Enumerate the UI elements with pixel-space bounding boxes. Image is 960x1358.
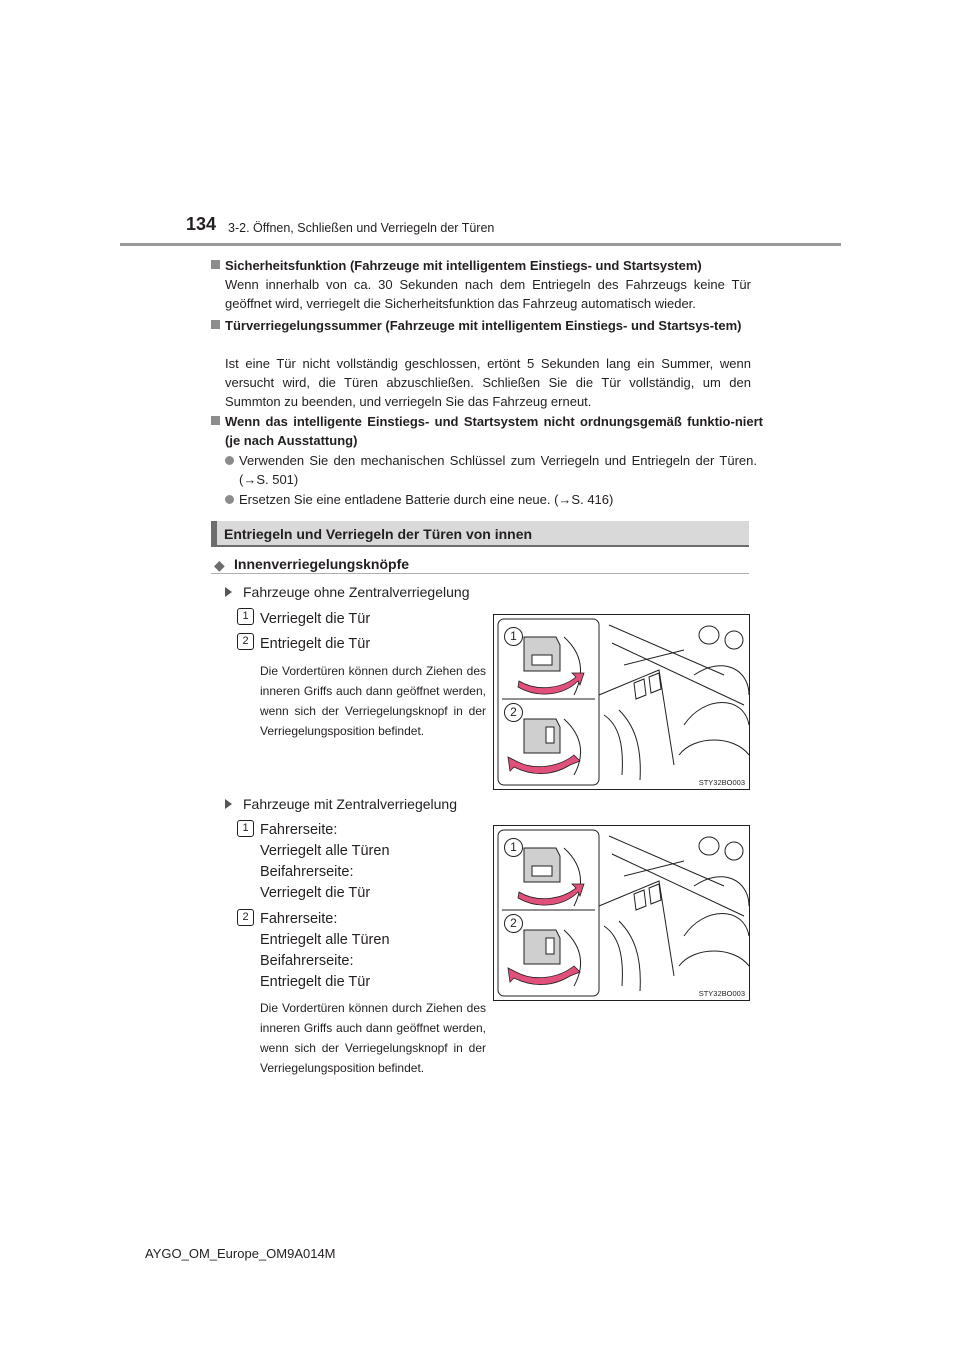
case-heading-text: Fahrzeuge ohne Zentralverriegelung <box>243 584 470 600</box>
section-bar-accent <box>211 521 217 546</box>
step-text: Fahrerseite: <box>260 911 338 927</box>
step-number-badge: 2 <box>237 633 254 650</box>
chapter-title: 3-2. Öffnen, Schließen und Verriegeln der Türen <box>228 221 495 235</box>
square-bullet-icon <box>211 320 220 329</box>
step-text: Entriegelt alle Türen <box>260 932 390 948</box>
step-number-badge: 2 <box>237 909 254 926</box>
step-text: Beifahrerseite: <box>260 864 354 880</box>
list-item-text: Verwenden Sie den mechanischen Schlüssel zum Verriegeln und Entriegeln der Türen. (→S. 501) <box>239 453 757 487</box>
section-heading-safety-function <box>225 256 763 275</box>
case-heading-with-central-locking <box>243 796 457 812</box>
section-heading-text: Türverriegelungssummer (Fahrzeuge mit intelligentem Einstiegs- und Startsys-tem) <box>225 318 742 333</box>
figure-callout-badge: 2 <box>504 703 523 722</box>
paragraph-door-buzzer: Ist eine Tür nicht vollständig geschlossen, ertönt 5 Sekunden lang ein Summer, wenn versucht wird, die Türen abzuschließen. Schließen Sie die Tür vollständig, um den Summton zu beenden, und verriegeln Sie das Fahrzeug erneut. <box>225 356 751 409</box>
round-bullet-icon <box>225 495 234 504</box>
diamond-icon: ◆ <box>214 557 225 573</box>
subsection-divider <box>211 573 749 574</box>
step-text: Fahrerseite: <box>260 822 338 838</box>
figure-code: STY32BO003 <box>698 989 745 998</box>
section-heading-malfunction <box>225 412 763 450</box>
step-text: Entriegelt die Tür <box>260 636 371 652</box>
footer-model-code: AYGO_OM_Europe_OM9A014M <box>145 1246 336 1261</box>
section-heading-text: Wenn das intelligente Einstiegs- und Startsystem nicht ordnungsgemäß funktio-niert (je nach Ausstattung) <box>225 414 763 448</box>
triangle-right-icon <box>225 799 232 809</box>
subsection-title: Innenverriegelungsknöpfe <box>234 556 410 572</box>
figure-lock-knob-central <box>493 825 750 1001</box>
figure-callout-badge: 2 <box>504 914 523 933</box>
figure-callout-badge: 1 <box>504 627 523 646</box>
section-title: Entriegeln und Verriegeln der Türen von innen <box>224 526 533 542</box>
header-divider <box>120 243 841 246</box>
step-text-block <box>260 909 390 993</box>
section-heading-door-buzzer <box>225 316 763 335</box>
list-item <box>239 490 757 509</box>
section-heading-text: Sicherheitsfunktion (Fahrzeuge mit intelligentem Einstiegs- und Startsystem) <box>225 258 702 273</box>
round-bullet-icon <box>225 456 234 465</box>
note-paragraph: Die Vordertüren können durch Ziehen des inneren Griffs auch dann geöffnet werden, wenn sich der Verriegelungsknopf in der Verriegelungsposition befindet. <box>260 1001 486 1075</box>
section-bar-underline <box>211 545 749 547</box>
triangle-right-icon <box>225 587 232 597</box>
square-bullet-icon <box>211 260 220 269</box>
list-item <box>239 451 757 489</box>
illustration-lock-knob-central <box>494 826 749 1000</box>
step-text-block <box>260 820 390 904</box>
note-paragraph: Die Vordertüren können durch Ziehen des inneren Griffs auch dann geöffnet werden, wenn sich der Verriegelungsknopf in der Verriegelungsposition befindet. <box>260 664 486 738</box>
step-text: Verriegelt die Tür <box>260 885 371 901</box>
step-text: Entriegelt die Tür <box>260 974 371 990</box>
paragraph-safety-function: Wenn innerhalb von ca. 30 Sekunden nach dem Entriegeln des Fahrzeugs keine Tür geöffnet wird, verriegelt die Sicherheitsfunktion das Fahrzeug automatisch wieder. <box>225 277 751 311</box>
case-heading-text: Fahrzeuge mit Zentralverriegelung <box>243 796 457 812</box>
step-text: Beifahrerseite: <box>260 953 354 969</box>
figure-callout-badge: 1 <box>504 838 523 857</box>
list-item-text: Ersetzen Sie eine entladene Batterie durch eine neue. (→S. 416) <box>239 492 614 507</box>
figure-code: STY32BO003 <box>698 778 745 787</box>
case-heading-without-central-locking <box>243 584 469 600</box>
step-text: Verriegelt alle Türen <box>260 843 390 859</box>
illustration-lock-knob <box>494 615 749 789</box>
page-number: 134 <box>186 214 217 234</box>
figure-lock-knob <box>493 614 750 790</box>
step-text: Verriegelt die Tür <box>260 611 371 627</box>
square-bullet-icon <box>211 416 220 425</box>
step-number-badge: 1 <box>237 608 254 625</box>
step-number-badge: 1 <box>237 820 254 837</box>
